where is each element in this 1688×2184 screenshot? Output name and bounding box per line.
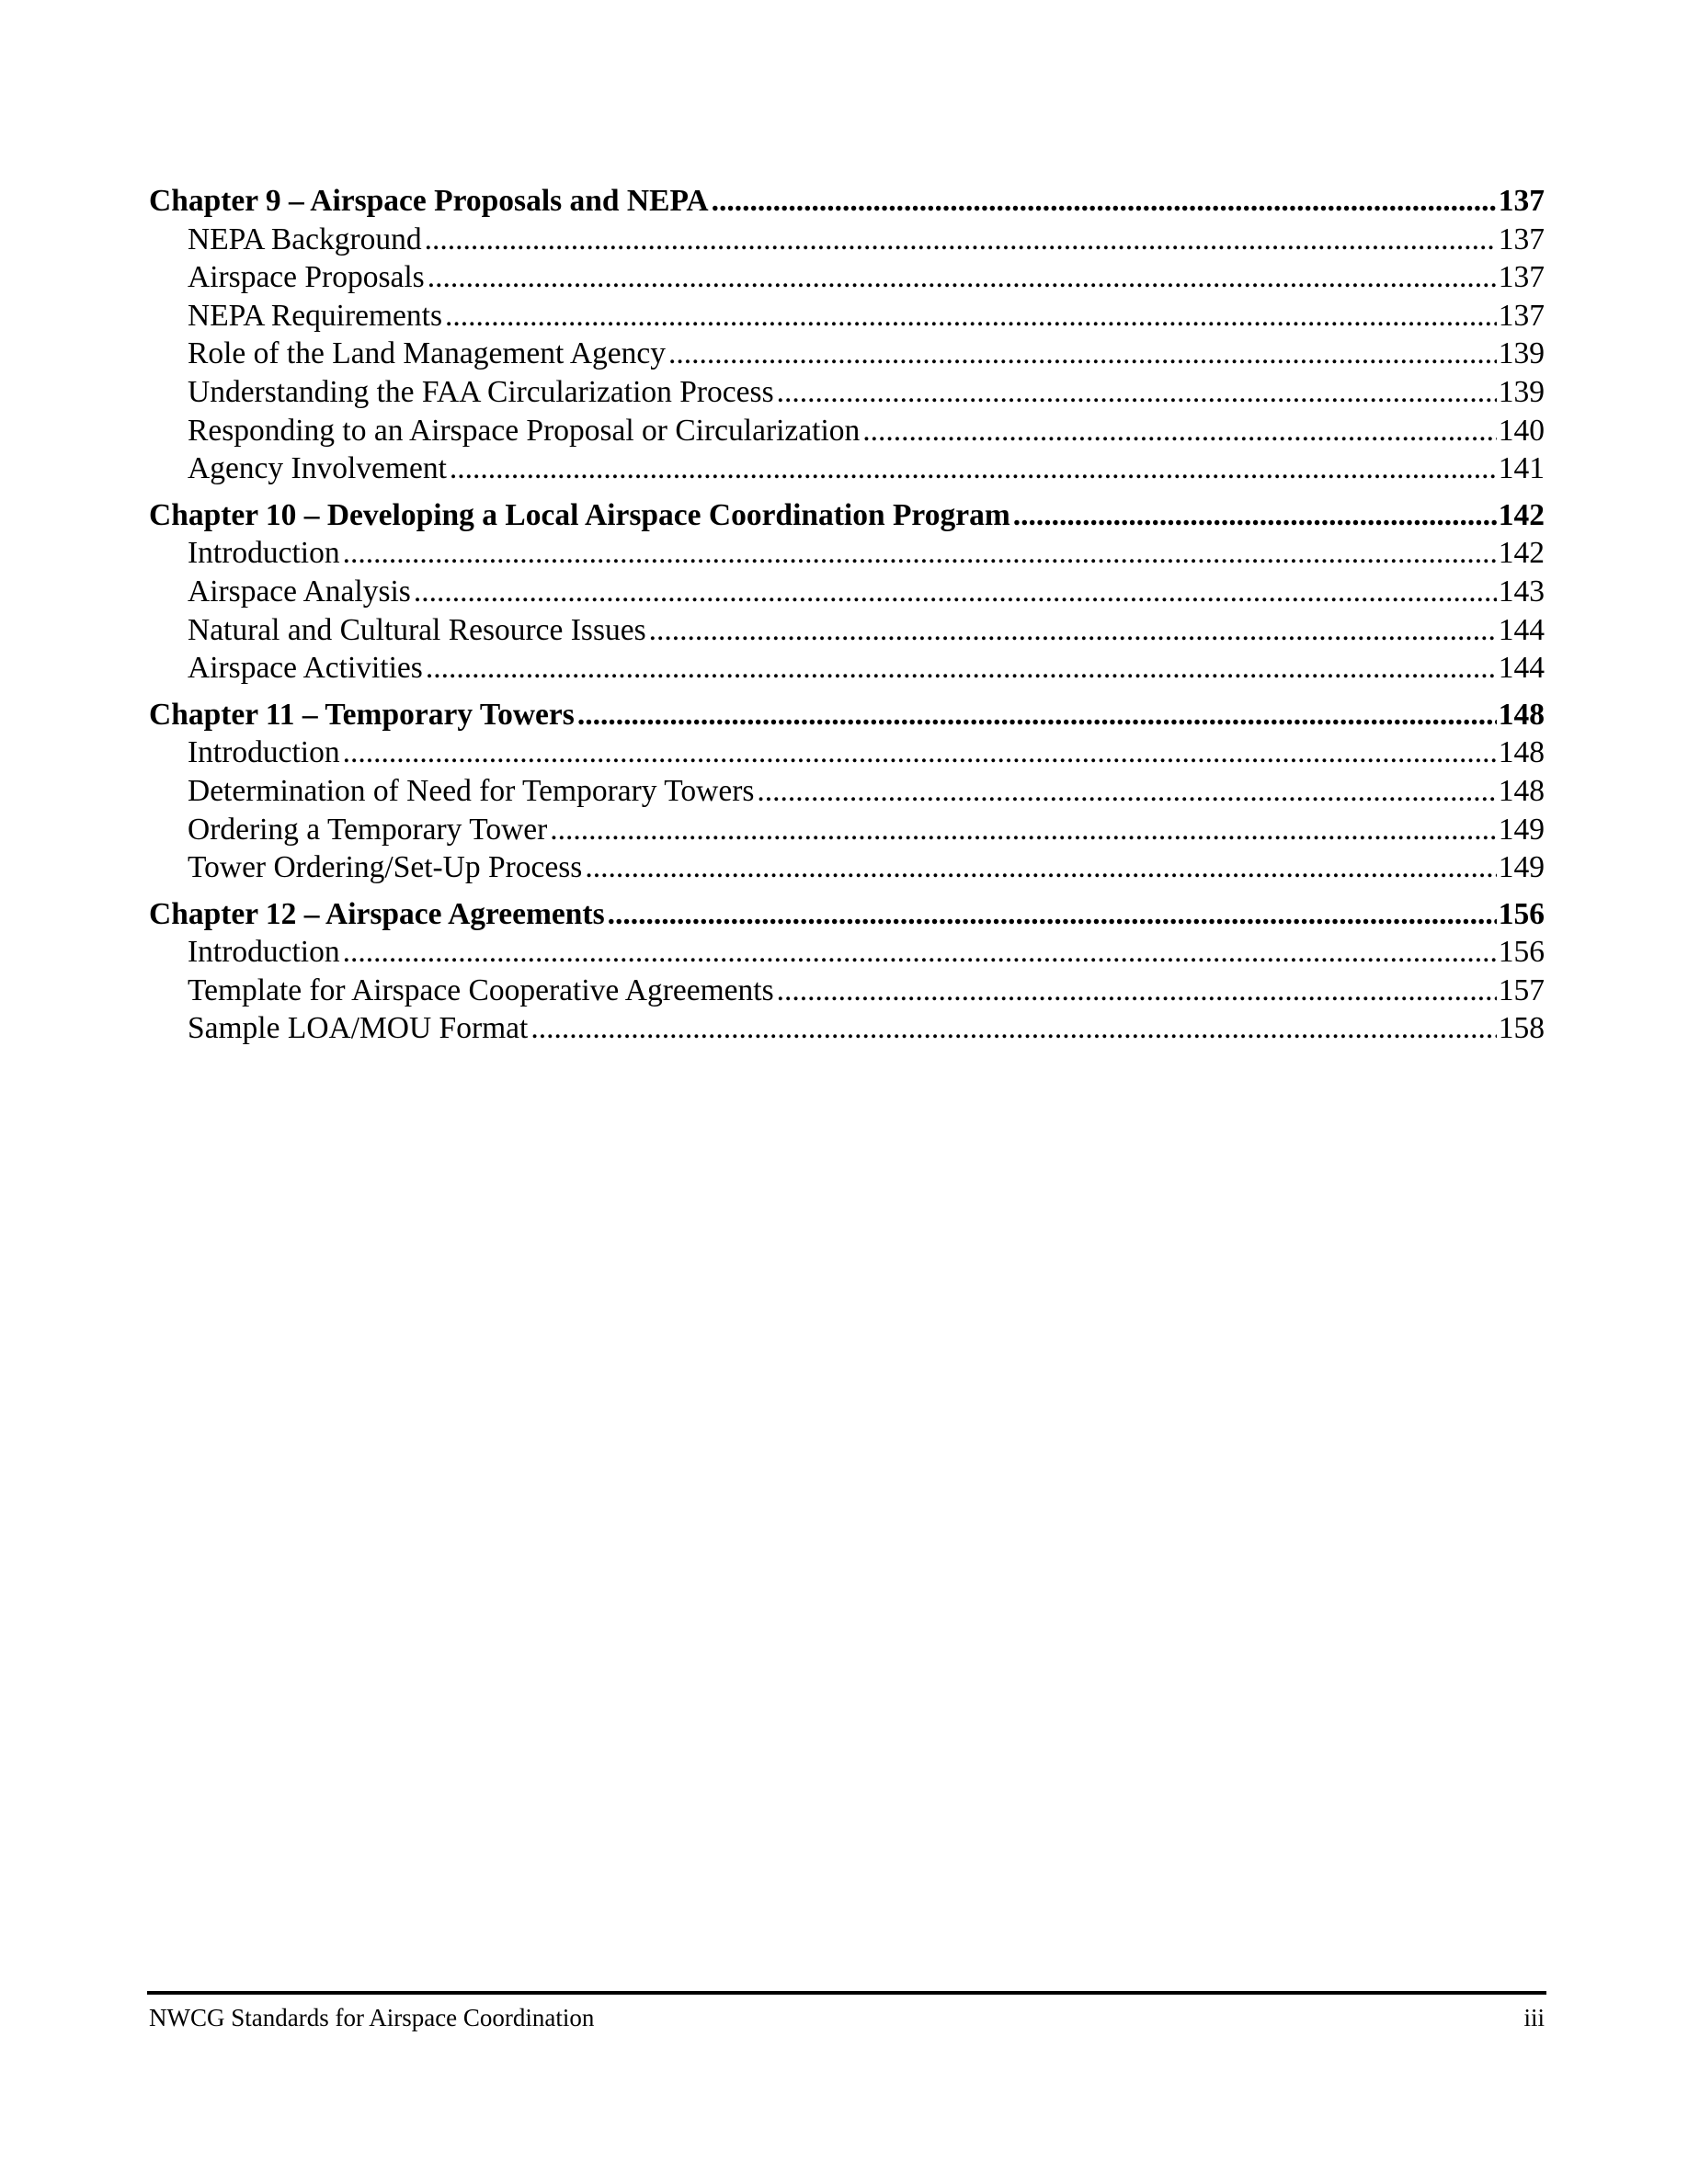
page-footer xyxy=(149,2002,1545,2033)
toc-entry-link[interactable] xyxy=(149,258,1545,297)
toc-entry-link[interactable] xyxy=(149,811,1545,849)
toc-page-number: 142 xyxy=(1498,536,1545,571)
toc-chapter-title: Chapter 9 – Airspace Proposals and NEPA xyxy=(149,184,709,218)
toc-entry-title: Introduction xyxy=(188,536,340,571)
toc-entry-title: Introduction xyxy=(188,935,340,970)
toc-page-number: 137 xyxy=(1498,260,1545,295)
toc-page-number: 148 xyxy=(1498,773,1545,808)
dot-leader xyxy=(343,734,1497,772)
toc-entry-title: Airspace Analysis xyxy=(188,574,411,609)
toc-entry-link[interactable] xyxy=(149,972,1545,1010)
toc-entry-title: Template for Airspace Cooperative Agreements xyxy=(188,973,774,1007)
toc-entry-title: NEPA Background xyxy=(188,222,422,256)
toc-entry-title: Airspace Proposals xyxy=(188,260,425,295)
toc-page-number: 148 xyxy=(1498,697,1545,732)
toc-page-number: 141 xyxy=(1498,451,1545,486)
toc-entry-title: Role of the Land Management Agency xyxy=(188,336,667,371)
toc-page-number: 156 xyxy=(1498,935,1545,970)
toc-entry-title: NEPA Requirements xyxy=(188,298,442,333)
toc-entry-link[interactable] xyxy=(149,412,1545,450)
toc-page-number: 137 xyxy=(1498,184,1545,218)
toc-page-number: 158 xyxy=(1498,1011,1545,1046)
dot-leader xyxy=(343,933,1497,972)
dot-leader xyxy=(450,449,1497,488)
toc-entry-title: Ordering a Temporary Tower xyxy=(188,812,548,847)
toc-entry-title: Natural and Cultural Resource Issues xyxy=(188,612,646,647)
toc-entry-title: Introduction xyxy=(188,735,340,770)
toc-entry-title: Understanding the FAA Circularization Process xyxy=(188,374,774,409)
footer-divider xyxy=(147,1991,1546,1995)
toc-entry-title: Sample LOA/MOU Format xyxy=(188,1011,529,1046)
dot-leader xyxy=(757,772,1496,811)
toc-page-number: 156 xyxy=(1498,896,1545,931)
toc-page-number: 157 xyxy=(1498,973,1545,1007)
toc-page-number: 149 xyxy=(1498,812,1545,847)
toc-page-number: 139 xyxy=(1498,374,1545,409)
toc-section-chapter-11 xyxy=(149,696,1545,887)
dot-leader xyxy=(550,811,1496,849)
toc-chapter-link[interactable] xyxy=(149,696,1545,734)
toc-chapter-link[interactable] xyxy=(149,182,1545,221)
toc-page-number: 148 xyxy=(1498,735,1545,770)
dot-leader xyxy=(649,611,1497,650)
toc-entry-link[interactable] xyxy=(149,449,1545,488)
toc-entry-link[interactable] xyxy=(149,573,1545,611)
table-of-contents xyxy=(149,182,1545,1056)
toc-page-number: 137 xyxy=(1498,222,1545,256)
toc-entry-link[interactable] xyxy=(149,933,1545,972)
toc-page-number: 143 xyxy=(1498,574,1545,609)
toc-entry-link[interactable] xyxy=(149,335,1545,373)
toc-chapter-title: Chapter 11 – Temporary Towers xyxy=(149,697,575,732)
toc-entry-title: Tower Ordering/Set-Up Process xyxy=(188,850,583,885)
toc-section-chapter-12 xyxy=(149,895,1545,1048)
toc-page-number: 144 xyxy=(1498,612,1545,647)
dot-leader xyxy=(577,696,1497,734)
footer-document-title: NWCG Standards for Airspace Coordination xyxy=(149,2004,595,2031)
toc-page-number: 137 xyxy=(1498,298,1545,333)
toc-entry-link[interactable] xyxy=(149,848,1545,887)
dot-leader xyxy=(445,297,1497,336)
dot-leader xyxy=(712,182,1497,221)
toc-entry-title: Responding to an Airspace Proposal or Circularization xyxy=(188,413,861,448)
dot-leader xyxy=(862,412,1496,450)
dot-leader xyxy=(777,373,1497,412)
toc-entry-link[interactable] xyxy=(149,373,1545,412)
toc-page-number: 142 xyxy=(1498,497,1545,532)
toc-entry-link[interactable] xyxy=(149,297,1545,336)
toc-section-chapter-9 xyxy=(149,182,1545,488)
dot-leader xyxy=(428,258,1497,297)
toc-entry-link[interactable] xyxy=(149,649,1545,688)
toc-entry-title: Agency Involvement xyxy=(188,451,447,486)
toc-section-chapter-10 xyxy=(149,496,1545,688)
toc-entry-title: Airspace Activities xyxy=(188,651,423,686)
toc-entry-title: Determination of Need for Temporary Towers xyxy=(188,773,755,808)
dot-leader xyxy=(668,335,1497,373)
toc-page-number: 144 xyxy=(1498,651,1545,686)
dot-leader xyxy=(414,573,1497,611)
toc-chapter-title: Chapter 12 – Airspace Agreements xyxy=(149,896,605,931)
dot-leader xyxy=(585,848,1496,887)
toc-page-number: 149 xyxy=(1498,850,1545,885)
dot-leader xyxy=(777,972,1497,1010)
dot-leader xyxy=(608,895,1497,934)
dot-leader xyxy=(530,1009,1496,1048)
toc-chapter-link[interactable] xyxy=(149,496,1545,535)
toc-chapter-title: Chapter 10 – Developing a Local Airspace Coordination Program xyxy=(149,497,1010,532)
toc-entry-link[interactable] xyxy=(149,221,1545,259)
dot-leader xyxy=(343,534,1497,573)
toc-entry-link[interactable] xyxy=(149,611,1545,650)
toc-entry-link[interactable] xyxy=(149,772,1545,811)
dot-leader xyxy=(425,221,1497,259)
footer-page-number: iii xyxy=(1523,2004,1545,2031)
toc-page-number: 139 xyxy=(1498,336,1545,371)
dot-leader xyxy=(1013,496,1497,535)
toc-chapter-link[interactable] xyxy=(149,895,1545,934)
toc-entry-link[interactable] xyxy=(149,1009,1545,1048)
toc-entry-link[interactable] xyxy=(149,534,1545,573)
toc-page-number: 140 xyxy=(1498,413,1545,448)
toc-entry-link[interactable] xyxy=(149,734,1545,772)
dot-leader xyxy=(426,649,1497,688)
